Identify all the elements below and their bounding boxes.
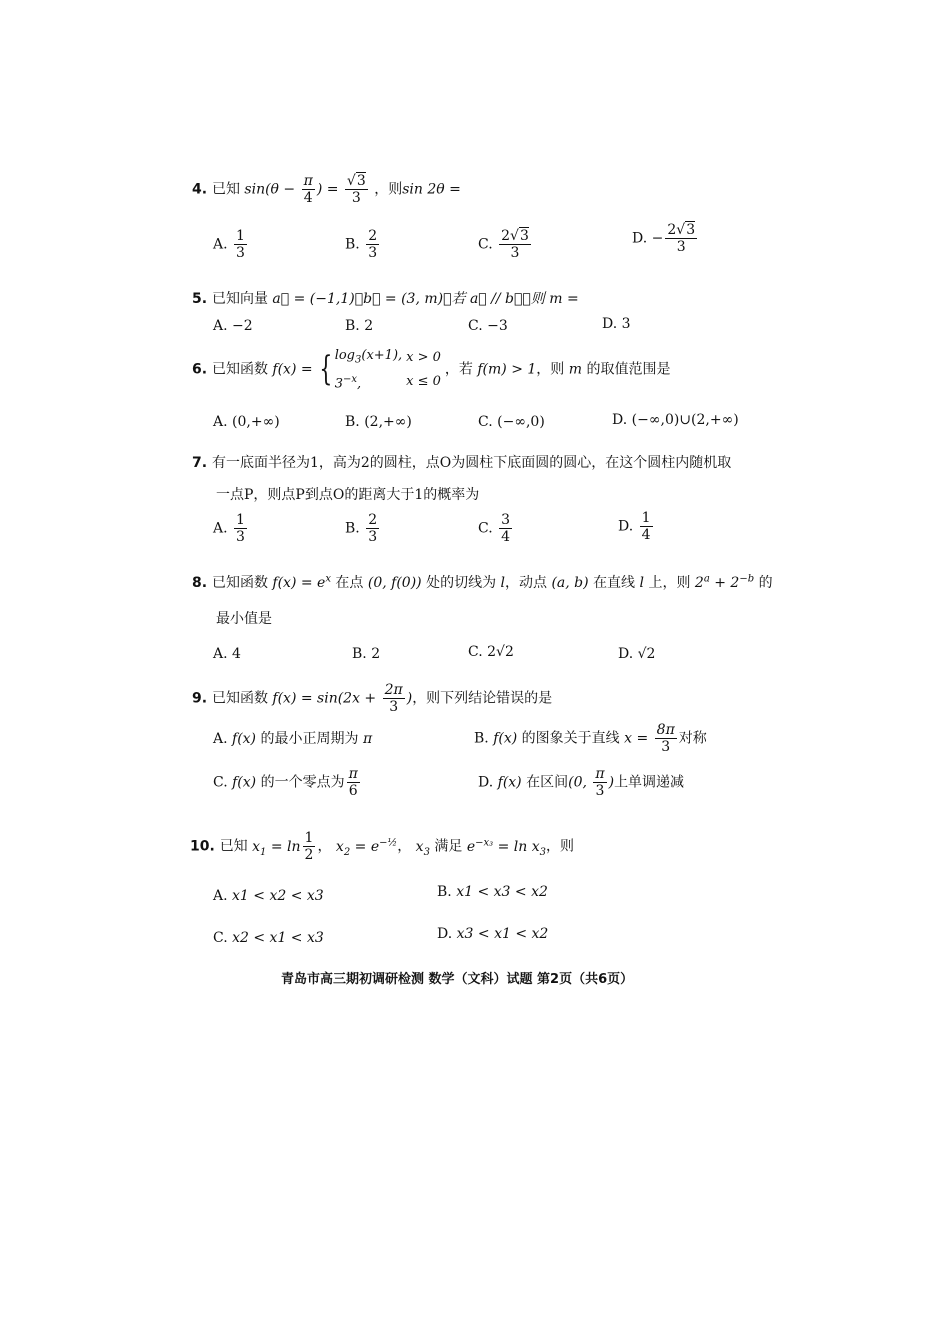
exam-page: 4. 已知 sin(θ − $\frac{\pi}{4}$ ) = $\frac{√3}{3}$ ，则sin 2θ = A. $\frac{1}{3}$ B. $\frac{2}{3}$ C. $\frac{2√3}{3}$ D. − $\frac{2√3}{3}$ 5. 已知向量 a⃗ = (−1,1)，b⃗ = (3, m)，若 a⃗ // b⃗，则 m = A. −2 B. 2 C. −3 D. 3 6. 已知函数 f(x) = { $\log_3(x+1)$, x > 0 $3^{-x}$, x ≤ 0，若 f(m) > 1，则 m 的取值范围是 A. (0,+∞) B. (2,+∞) C. (−∞,0) D. (−∞,0)∪(2,+∞) 7. 有一底面半径为1，高为2的圆柱，点O为圆柱下底面圆的圆心，在这个圆柱内随机取 一点P，则点P到点O的距离大于1的概率为 A. $\frac{1}{3}$ B. $\frac{2}{3}$ C. $\frac{3}{4}$ D. $\frac{1}{4}$ 8. 已知函数 $f(x) = e^x$ 在点 (0, f(0)) 处的切线为 l，动点 (a, b) 在直线 l 上，则 $2^a + 2^{-b}$ 的 最小值是 A. 4 B. 2 C. 2√2 D. √2 9. 已知函数 f(x) = sin(2x + $\frac{2\pi}{3}$ )，则下列结论错误的是 A. f(x) 的最小正周期为 π B. f(x) 的图象关于直线 x = $\frac{8\pi}{3}$ 对称 C. f(x) 的一个零点为 $\frac{\pi}{6}$ D. f(x) 在区间(0, $\frac{\pi}{3}$ )上单调递减 10. 已知 $x_1 = \ln$ $\frac{1}{2}$ ， $x_2 = e^{-\frac{1}{2}}$， $x_3$ 满足 $e^{-x_3} = \ln x_3$，则 A. x1 < x2 < x3 B. x1 < x3 < x2 C. x2 < x1 < x3 D. x3 < x1 < x2 青岛市高三期初调研检测 数学（文科）试题 第2页（共6页） <box>190 173 773 987</box>
option-b: B. (2,+∞) <box>345 414 412 430</box>
option-c: C. 2√2 <box>468 644 514 660</box>
option-c: C. −3 <box>468 318 508 334</box>
question-7-line2: 一点P，则点P到点O的距离大于1的概率为 <box>216 487 480 503</box>
option-d: D. (−∞,0)∪(2,+∞) <box>612 412 739 428</box>
option-d: D. $\frac{1}{4}$ <box>618 510 651 543</box>
question-stem: 已知 <box>211 181 240 198</box>
option-d: D. √2 <box>618 646 656 662</box>
option-a: A. $\frac{1}{3}$ <box>213 512 245 545</box>
option-b: B. x1 < x3 < x2 <box>437 884 548 900</box>
option-c: C. (−∞,0) <box>478 414 545 430</box>
option-b: B. 2 <box>352 646 381 662</box>
option-a: A. 4 <box>213 646 241 662</box>
option-d: D. x3 < x1 < x2 <box>437 926 549 942</box>
option-d: D. 3 <box>602 316 631 332</box>
question-7: 7. 有一底面半径为1，高为2的圆柱，点O为圆柱下底面圆的圆心，在这个圆柱内随机取 <box>192 455 732 471</box>
option-a: A. −2 <box>213 318 253 334</box>
question-10: 10. 已知 $x_1 = \ln$ $\frac{1}{2}$ ， $x_2 = e^{-\frac{1}{2}}$， $x_3$ 满足 $e^{-x_3} = \ln x_3$，则 <box>190 830 575 863</box>
option-b: B. f(x) 的图象关于直线 x = $\frac{8\pi}{3}$ 对称 <box>474 722 707 755</box>
option-b: B. $\frac{2}{3}$ <box>345 228 378 261</box>
option-b: B. $\frac{2}{3}$ <box>345 512 378 545</box>
question-9: 9. 已知函数 f(x) = sin(2x + $\frac{2\pi}{3}$ )，则下列结论错误的是 <box>192 682 553 715</box>
option-a: A. f(x) 的最小正周期为 π <box>213 731 373 747</box>
option-c: C. $\frac{3}{4}$ <box>478 512 511 545</box>
question-stem-post: ，则 <box>374 181 403 198</box>
question-8: 8. 已知函数 $f(x) = e^x$ 在点 (0, f(0)) 处的切线为 l，动点 (a, b) 在直线 l 上，则 $2^a + 2^{-b}$ 的 <box>192 573 773 591</box>
option-c: C. x2 < x1 < x3 <box>213 930 324 946</box>
option-a: A. x1 < x2 < x3 <box>213 888 324 904</box>
question-8-line2: 最小值是 <box>216 611 272 627</box>
page-footer: 青岛市高三期初调研检测 数学（文科）试题 第2页（共6页） <box>281 972 634 987</box>
option-a: A. (0,+∞) <box>213 414 280 430</box>
option-d: D. f(x) 在区间(0, $\frac{\pi}{3}$ )上单调递减 <box>478 766 685 799</box>
question-number: 4 <box>192 181 202 198</box>
option-c: C. $\frac{2√3}{3}$ <box>478 228 529 261</box>
option-d: D. − $\frac{2√3}{3}$ <box>632 222 696 255</box>
question-5: 5. 已知向量 a⃗ = (−1,1)，b⃗ = (3, m)，若 a⃗ // b⃗，则 m = <box>192 291 579 307</box>
question-6: 6. 已知函数 f(x) = { $\log_3(x+1)$, x > 0 $3^{-x}$, x ≤ 0，若 f(m) > 1，则 m 的取值范围是 <box>192 348 671 391</box>
option-a: A. $\frac{1}{3}$ <box>213 228 245 261</box>
option-c: C. f(x) 的一个零点为 $\frac{\pi}{6}$ <box>213 766 358 799</box>
option-b: B. 2 <box>345 318 374 334</box>
